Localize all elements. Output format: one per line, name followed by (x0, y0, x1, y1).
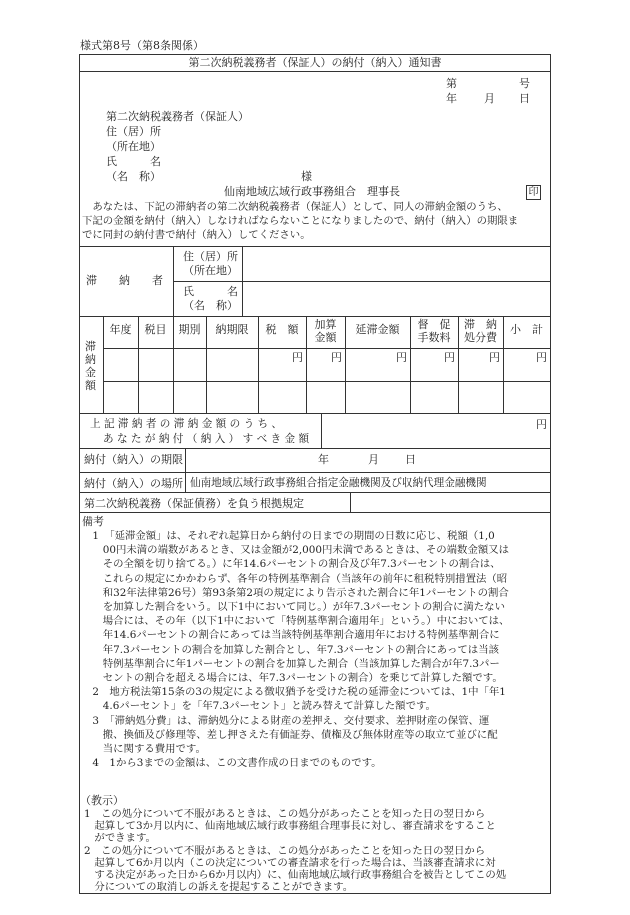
notice-title: （教示） (80, 794, 124, 807)
delinquent-name-label: 氏 名 (183, 285, 238, 298)
due-amount-unit: 円 (536, 418, 547, 431)
form-label: 様式第8号（第8条関係） (80, 39, 204, 52)
place-value: 仙南地域広域行政事務組合指定金融機関及び収納代理金融機関 (190, 477, 487, 489)
deadline-label: 納付（納入）の期限 (84, 453, 183, 466)
unit-shokei: 円 (536, 351, 547, 364)
deadline-year: 年 (318, 453, 329, 466)
due-amount-label-2: あ な た が 納 付 （ 納 入 ） す べ き 金 額 (103, 433, 310, 445)
remarks-title: 備考 (82, 515, 104, 528)
number-go: 号 (519, 77, 530, 90)
delinquent-address-label: 住（居）所 (183, 250, 238, 263)
date-year: 年 (446, 92, 457, 105)
seal-mark: 印 (526, 185, 541, 200)
issuer-name: 仙南地域広域行政事務組合 理事長 (224, 185, 400, 198)
unit-tokusoku: 円 (444, 351, 455, 364)
date-day: 日 (519, 92, 530, 105)
header-kibetsu: 期別 (178, 323, 201, 336)
deadline-day: 日 (405, 453, 416, 466)
delinquent-label: 滞 納 者 (86, 274, 163, 287)
unit-entai: 円 (396, 351, 407, 364)
header-zeigaku: 税 額 (265, 323, 299, 336)
header-tokusoku: 督 促 手数料 (417, 318, 451, 344)
delinquent-location-label: （所在地） (183, 264, 238, 277)
recipient-address-label: 住（居）所 (106, 125, 161, 138)
place-label: 納付（納入）の場所 (84, 477, 183, 490)
header-zeimoku: 税目 (144, 323, 167, 336)
delinquent-meisho-label: （名 称） (183, 299, 238, 312)
deadline-month: 月 (368, 453, 379, 466)
remarks-text: 1 「延滞金額」は、それぞれ起算日から納付の日までの期間の日数に応じ、税額（1,0 00円未満の端数があるとき、又は金額が2,000円未満であるときは、その端数金額又は その全額を切り捨てる。）に年14.6パーセントの割合及び年7.3パーセントの割合は、 これらの規定にかかわらず、各年の特例基準割合（当該年の前年に租税特別措置法（昭 和32年法律第26号）第93条第2項の規定により告示された割合に年1パーセントの割合 を加算した割合をいう。以下1中において同じ。）が年7.3パーセントの割合に満たない 場合には、その年（以下1中において「特例基準割合適用年」という。）中においては、 年14.6パーセントの割合にあっては当該特例基準割合適用年における特例基準割合に 年7.3パーセントの割合を加算した割合とし、年7.3パーセントの割合にあっては当該 特例基準割合に年1パーセントの割合を加算した割合（当該加算した割合が年7.3パー セントの割合を超える場合には、年7.3パーセントの割合）を乗じて計算した額です。 2 地方税法第15条の3の規定による徴収猶予を受けた税の延滞金については、1中「年1 4.6パーセント」を「年7.3パーセント」と読み替えて計算した額です。 3 「滞納処分費」は、滞納処分による財産の差押え、交付要求、差押財産の保管、運 搬、換価及び修理等、差し押さえた有価証券、債権及び無体財産等の取立て並びに配 当に関する費用です。 4 1から3までの金額は、この文書作成の日までのものです。 (92, 530, 510, 770)
notice-text: 1 この処分について不服があるときは、この処分があったことを知った日の翌日から 起算して3か月以内に、仙南地域広域行政事務組合理事長に対し、審査請求をすること ができます。 2 この処分について不服があるときは、この処分があったことを知った日の翌日から 起算して6か月以内（この決定についての審査請求を行った場合は、当該審査請求に対 する決定があった日から6か月以内）に、仙南地域広域行政事務組合を被告としてこの処 分についての取消しの訴えを提起することができます。 (84, 808, 507, 894)
header-entai: 延滞金額 (355, 323, 400, 336)
header-nokigen: 納期限 (215, 323, 249, 336)
amount-side-label: 滞 納 金 額 (85, 340, 96, 392)
header-nendo: 年度 (109, 323, 132, 336)
date-month: 月 (484, 92, 495, 105)
recipient-sama: 様 (301, 170, 312, 183)
document-title: 第二次納税義務者（保証人）の納付（納入）通知書 (188, 56, 442, 69)
header-kasan: 加算 金額 (314, 318, 337, 344)
recipient-role: 第二次納税義務者（保証人） (106, 110, 249, 123)
due-amount-label-1: 上 記 滞 納 者 の 滞 納 金 額 の う ち 、 (90, 418, 283, 430)
number-dai: 第 (446, 77, 457, 90)
header-shokei: 小 計 (510, 323, 543, 336)
recipient-meisho-label: （名 称） (106, 170, 161, 183)
unit-shobunhi: 円 (489, 351, 500, 364)
unit-kasan: 円 (331, 351, 342, 364)
recipient-location-label: （所在地） (106, 140, 161, 153)
unit-zeigaku: 円 (292, 351, 303, 364)
basis-label: 第二次納税義務（保証債務）を負う根拠規定 (84, 497, 304, 510)
intro-paragraph: あなたは、下記の滞納者の第二次納税義務者（保証人）として、同人の滞納金額のうち、 下記の金額を納付（納入）しなければならないことになりましたので、納付（納入）の期限ま でに同封の納付書で納付（納入）してください。 (82, 201, 519, 241)
header-shobunhi: 滞 納 処分費 (464, 318, 497, 344)
recipient-name-label: 氏 名 (106, 155, 161, 168)
